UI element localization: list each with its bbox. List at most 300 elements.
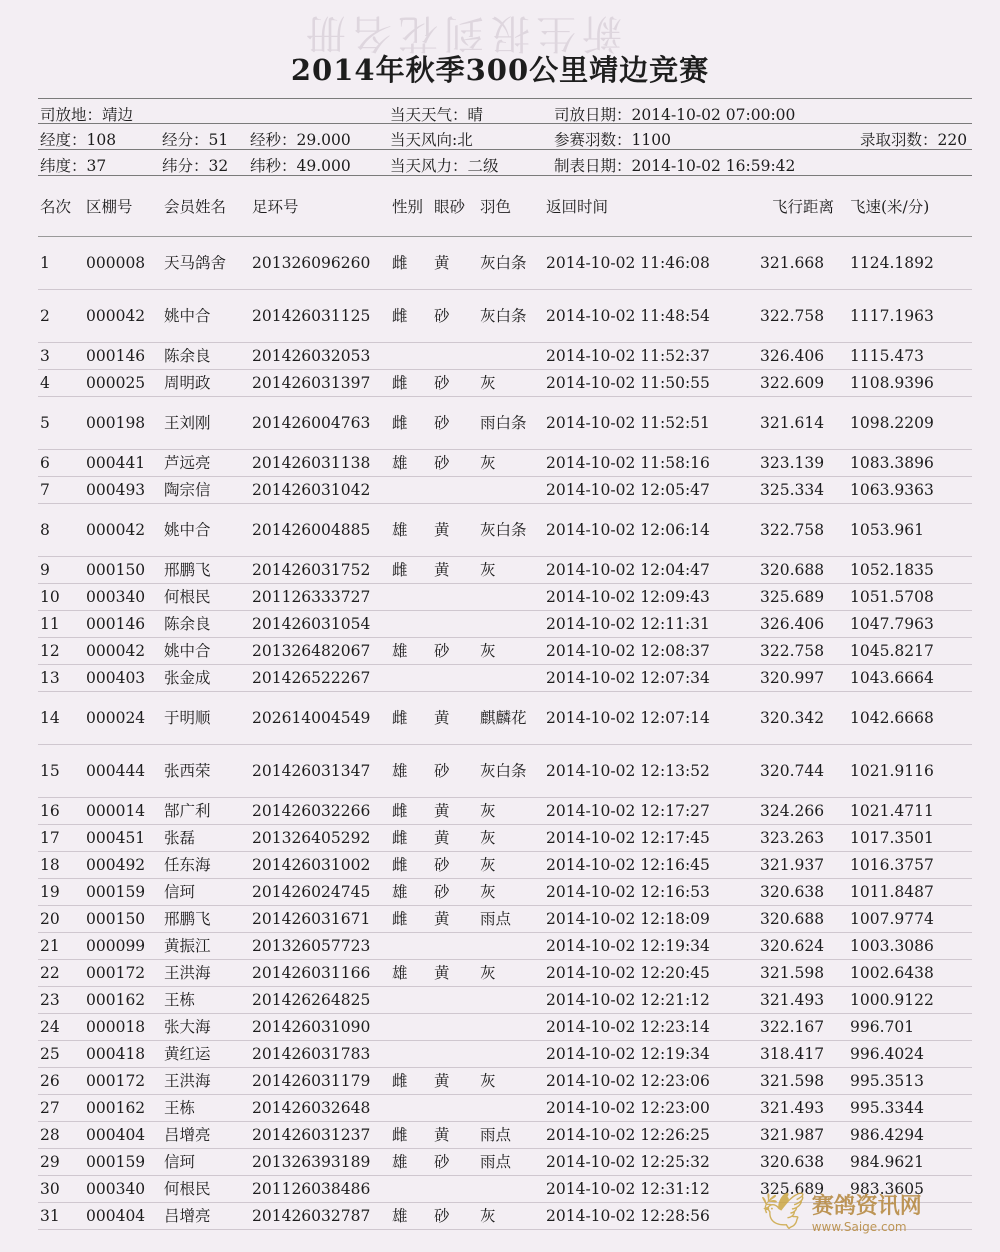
table-row xyxy=(38,1067,972,1094)
table-row xyxy=(38,476,972,503)
table-row xyxy=(38,1040,972,1067)
table-row xyxy=(38,236,972,289)
cell-rank: 1 xyxy=(38,236,84,289)
cell-return-time: 2014-10-02 12:08:37 xyxy=(544,637,758,664)
cell-ring-number: 201426032053 xyxy=(250,342,390,369)
cell-feather-color: 灰 xyxy=(478,637,544,664)
table-row xyxy=(38,824,972,851)
cell-distance: 321.598 xyxy=(758,959,848,986)
table-row xyxy=(38,744,972,797)
cell-speed: 1017.3501 xyxy=(848,824,972,851)
cell-eye: 砂 xyxy=(432,369,478,396)
cell-speed: 1115.473 xyxy=(848,342,972,369)
longitude-seconds: 经秒：29.000 xyxy=(250,131,351,149)
cell-loft: 000159 xyxy=(84,1148,162,1175)
cell-rank: 11 xyxy=(38,610,84,637)
cell-member-name: 王刘刚 xyxy=(162,396,250,449)
cell-speed: 984.9621 xyxy=(848,1148,972,1175)
cell-return-time: 2014-10-02 12:16:45 xyxy=(544,851,758,878)
meta-row-1 xyxy=(38,98,972,124)
cell-rank: 24 xyxy=(38,1013,84,1040)
cell-eye: 砂 xyxy=(432,744,478,797)
table-row xyxy=(38,851,972,878)
cell-feather-color: 麒麟花 xyxy=(478,691,544,744)
cell-distance: 320.688 xyxy=(758,556,848,583)
header-sex: 性别 xyxy=(390,178,432,236)
cell-loft: 000024 xyxy=(84,691,162,744)
cell-eye xyxy=(432,986,478,1013)
latitude-seconds: 纬秒：49.000 xyxy=(250,157,351,175)
table-row xyxy=(38,1148,972,1175)
cell-eye: 砂 xyxy=(432,637,478,664)
cell-rank: 8 xyxy=(38,503,84,556)
cell-sex: 雌 xyxy=(390,1121,432,1148)
cell-ring-number: 201426522267 xyxy=(250,664,390,691)
cell-member-name: 张磊 xyxy=(162,824,250,851)
cell-eye: 黄 xyxy=(432,824,478,851)
cell-sex: 雌 xyxy=(390,905,432,932)
cell-eye xyxy=(432,1094,478,1121)
table-row xyxy=(38,637,972,664)
results-table xyxy=(38,178,972,1230)
cell-ring-number: 201426031671 xyxy=(250,905,390,932)
cell-rank: 16 xyxy=(38,797,84,824)
cell-loft: 000099 xyxy=(84,932,162,959)
cell-member-name: 郜广利 xyxy=(162,797,250,824)
cell-rank: 28 xyxy=(38,1121,84,1148)
cell-member-name: 黄振江 xyxy=(162,932,250,959)
cell-loft: 000172 xyxy=(84,959,162,986)
prize-count: 录取羽数：220 xyxy=(860,131,968,149)
meta-row-2 xyxy=(38,124,972,150)
longitude: 经度：108 xyxy=(40,131,117,149)
cell-rank: 18 xyxy=(38,851,84,878)
latitude: 纬度：37 xyxy=(40,157,107,175)
cell-speed: 995.3513 xyxy=(848,1067,972,1094)
cell-feather-color xyxy=(478,932,544,959)
cell-speed: 983.3605 xyxy=(848,1175,972,1202)
cell-distance: 320.342 xyxy=(758,691,848,744)
cell-eye xyxy=(432,610,478,637)
cell-loft: 000150 xyxy=(84,556,162,583)
cell-speed: 1098.2209 xyxy=(848,396,972,449)
cell-eye xyxy=(432,1013,478,1040)
cell-feather-color: 灰 xyxy=(478,369,544,396)
cell-distance: 322.758 xyxy=(758,503,848,556)
cell-speed: 1021.4711 xyxy=(848,797,972,824)
cell-loft: 000008 xyxy=(84,236,162,289)
cell-eye: 黄 xyxy=(432,556,478,583)
cell-feather-color: 灰 xyxy=(478,959,544,986)
header-speed: 飞速(米/分) xyxy=(848,178,972,236)
header-member: 会员姓名 xyxy=(162,178,250,236)
cell-distance: 323.263 xyxy=(758,824,848,851)
cell-feather-color: 雨点 xyxy=(478,905,544,932)
cell-return-time: 2014-10-02 12:13:52 xyxy=(544,744,758,797)
cell-loft: 000014 xyxy=(84,797,162,824)
table-row xyxy=(38,905,972,932)
cell-member-name: 姚中合 xyxy=(162,503,250,556)
cell-rank: 7 xyxy=(38,476,84,503)
cell-loft: 000162 xyxy=(84,986,162,1013)
cell-return-time: 2014-10-02 12:21:12 xyxy=(544,986,758,1013)
table-row xyxy=(38,610,972,637)
cell-eye: 砂 xyxy=(432,851,478,878)
ghost-print-through: 新生报到花名册 xyxy=(300,10,622,56)
table-row xyxy=(38,664,972,691)
cell-ring-number: 201126038486 xyxy=(250,1175,390,1202)
cell-loft: 000340 xyxy=(84,583,162,610)
cell-member-name: 任东海 xyxy=(162,851,250,878)
cell-distance: 321.937 xyxy=(758,851,848,878)
table-header-row xyxy=(38,178,972,236)
cell-member-name: 姚中合 xyxy=(162,289,250,342)
cell-return-time: 2014-10-02 12:19:34 xyxy=(544,1040,758,1067)
cell-return-time: 2014-10-02 12:09:43 xyxy=(544,583,758,610)
cell-distance: 321.598 xyxy=(758,1067,848,1094)
header-rank: 名次 xyxy=(38,178,84,236)
cell-eye: 黄 xyxy=(432,691,478,744)
cell-sex: 雌 xyxy=(390,556,432,583)
cell-rank: 20 xyxy=(38,905,84,932)
cell-sex: 雌 xyxy=(390,1067,432,1094)
table-row xyxy=(38,342,972,369)
cell-feather-color: 灰 xyxy=(478,449,544,476)
cell-sex xyxy=(390,610,432,637)
cell-speed: 1053.961 xyxy=(848,503,972,556)
cell-ring-number: 201326096260 xyxy=(250,236,390,289)
cell-loft: 000172 xyxy=(84,1067,162,1094)
cell-feather-color: 灰 xyxy=(478,1202,544,1229)
cell-ring-number: 201326405292 xyxy=(250,824,390,851)
cell-ring-number: 201426264825 xyxy=(250,986,390,1013)
cell-return-time: 2014-10-02 11:50:55 xyxy=(544,369,758,396)
cell-speed: 996.701 xyxy=(848,1013,972,1040)
cell-ring-number: 201426031237 xyxy=(250,1121,390,1148)
results-body xyxy=(38,236,972,1229)
cell-member-name: 于明顺 xyxy=(162,691,250,744)
cell-ring-number: 201426031166 xyxy=(250,959,390,986)
cell-return-time: 2014-10-02 12:19:34 xyxy=(544,932,758,959)
table-row xyxy=(38,583,972,610)
cell-member-name: 何根民 xyxy=(162,583,250,610)
pigeon-logo-icon: 🕊 xyxy=(760,1191,806,1232)
cell-eye: 砂 xyxy=(432,396,478,449)
cell-sex xyxy=(390,932,432,959)
cell-distance: 320.744 xyxy=(758,744,848,797)
cell-distance: 325.689 xyxy=(758,583,848,610)
cell-loft: 000042 xyxy=(84,503,162,556)
cell-speed: 1117.1963 xyxy=(848,289,972,342)
cell-feather-color: 灰 xyxy=(478,851,544,878)
table-row xyxy=(38,1013,972,1040)
cell-sex: 雌 xyxy=(390,369,432,396)
cell-distance: 325.334 xyxy=(758,476,848,503)
cell-member-name: 信珂 xyxy=(162,878,250,905)
cell-loft: 000018 xyxy=(84,1013,162,1040)
cell-ring-number: 201426004763 xyxy=(250,396,390,449)
cell-rank: 9 xyxy=(38,556,84,583)
cell-rank: 2 xyxy=(38,289,84,342)
cell-eye xyxy=(432,583,478,610)
cell-feather-color: 灰 xyxy=(478,797,544,824)
cell-return-time: 2014-10-02 11:52:51 xyxy=(544,396,758,449)
cell-ring-number: 201426024745 xyxy=(250,878,390,905)
cell-sex: 雄 xyxy=(390,744,432,797)
cell-ring-number: 201426031783 xyxy=(250,1040,390,1067)
cell-ring-number: 201426031054 xyxy=(250,610,390,637)
cell-return-time: 2014-10-02 12:05:47 xyxy=(544,476,758,503)
cell-speed: 1051.5708 xyxy=(848,583,972,610)
cell-member-name: 信珂 xyxy=(162,1148,250,1175)
cell-eye xyxy=(432,342,478,369)
cell-return-time: 2014-10-02 11:58:16 xyxy=(544,449,758,476)
cell-return-time: 2014-10-02 11:52:37 xyxy=(544,342,758,369)
cell-ring-number: 201326057723 xyxy=(250,932,390,959)
cell-eye xyxy=(432,932,478,959)
page-title: 2014年秋季300公里靖边竞赛 xyxy=(290,53,710,87)
cell-feather-color: 灰白条 xyxy=(478,744,544,797)
cell-rank: 29 xyxy=(38,1148,84,1175)
cell-distance: 323.139 xyxy=(758,449,848,476)
table-row xyxy=(38,797,972,824)
cell-eye: 黄 xyxy=(432,1067,478,1094)
cell-ring-number: 201426031138 xyxy=(250,449,390,476)
cell-eye: 砂 xyxy=(432,1202,478,1229)
cell-return-time: 2014-10-02 11:48:54 xyxy=(544,289,758,342)
cell-feather-color: 灰 xyxy=(478,1067,544,1094)
cell-feather-color: 灰白条 xyxy=(478,236,544,289)
cell-speed: 1021.9116 xyxy=(848,744,972,797)
cell-member-name: 黄红运 xyxy=(162,1040,250,1067)
cell-distance: 322.609 xyxy=(758,369,848,396)
cell-sex: 雌 xyxy=(390,797,432,824)
cell-loft: 000444 xyxy=(84,744,162,797)
cell-ring-number: 201326393189 xyxy=(250,1148,390,1175)
cell-sex xyxy=(390,1175,432,1202)
cell-return-time: 2014-10-02 12:07:34 xyxy=(544,664,758,691)
cell-return-time: 2014-10-02 12:16:53 xyxy=(544,878,758,905)
cell-ring-number: 201426031125 xyxy=(250,289,390,342)
cell-speed: 1052.1835 xyxy=(848,556,972,583)
cell-sex xyxy=(390,664,432,691)
cell-sex: 雌 xyxy=(390,236,432,289)
cell-eye: 砂 xyxy=(432,289,478,342)
table-row xyxy=(38,932,972,959)
cell-sex: 雄 xyxy=(390,878,432,905)
cell-loft: 000146 xyxy=(84,610,162,637)
cell-loft: 000403 xyxy=(84,664,162,691)
cell-distance: 320.688 xyxy=(758,905,848,932)
cell-speed: 1047.7963 xyxy=(848,610,972,637)
header-loft: 区棚号 xyxy=(84,178,162,236)
cell-sex xyxy=(390,342,432,369)
cell-rank: 12 xyxy=(38,637,84,664)
cell-speed: 1002.6438 xyxy=(848,959,972,986)
longitude-minutes: 经分：51 xyxy=(162,131,229,149)
cell-loft: 000025 xyxy=(84,369,162,396)
cell-rank: 10 xyxy=(38,583,84,610)
cell-return-time: 2014-10-02 12:31:12 xyxy=(544,1175,758,1202)
cell-feather-color xyxy=(478,1040,544,1067)
table-date: 制表日期：2014-10-02 16:59:42 xyxy=(554,157,796,175)
cell-loft: 000042 xyxy=(84,637,162,664)
cell-feather-color: 灰 xyxy=(478,824,544,851)
cell-distance: 326.406 xyxy=(758,342,848,369)
cell-loft: 000042 xyxy=(84,289,162,342)
cell-return-time: 2014-10-02 12:06:14 xyxy=(544,503,758,556)
wind-direction: 当天风向:北 xyxy=(390,131,473,149)
cell-distance: 320.997 xyxy=(758,664,848,691)
cell-sex xyxy=(390,476,432,503)
cell-loft: 000451 xyxy=(84,824,162,851)
cell-distance: 321.493 xyxy=(758,1094,848,1121)
cell-speed: 986.4294 xyxy=(848,1121,972,1148)
cell-feather-color xyxy=(478,610,544,637)
cell-sex: 雌 xyxy=(390,396,432,449)
cell-member-name: 王栋 xyxy=(162,986,250,1013)
cell-eye xyxy=(432,1040,478,1067)
table-row xyxy=(38,986,972,1013)
cell-sex xyxy=(390,1040,432,1067)
cell-return-time: 2014-10-02 12:26:25 xyxy=(544,1121,758,1148)
wind-force: 当天风力：二级 xyxy=(390,157,499,175)
cell-feather-color: 灰白条 xyxy=(478,503,544,556)
cell-eye: 黄 xyxy=(432,797,478,824)
watermark-text: 赛鸽资讯网 xyxy=(811,1193,922,1219)
cell-member-name: 张大海 xyxy=(162,1013,250,1040)
cell-eye: 砂 xyxy=(432,1148,478,1175)
cell-feather-color: 灰白条 xyxy=(478,289,544,342)
cell-eye: 砂 xyxy=(432,878,478,905)
cell-ring-number: 201426031397 xyxy=(250,369,390,396)
cell-feather-color: 雨点 xyxy=(478,1121,544,1148)
cell-sex: 雄 xyxy=(390,503,432,556)
cell-rank: 22 xyxy=(38,959,84,986)
table-row xyxy=(38,691,972,744)
cell-speed: 995.3344 xyxy=(848,1094,972,1121)
cell-member-name: 姚中合 xyxy=(162,637,250,664)
cell-loft: 000493 xyxy=(84,476,162,503)
cell-member-name: 陶宗信 xyxy=(162,476,250,503)
cell-distance: 325.689 xyxy=(758,1175,848,1202)
cell-ring-number: 201426031090 xyxy=(250,1013,390,1040)
cell-rank: 14 xyxy=(38,691,84,744)
cell-rank: 3 xyxy=(38,342,84,369)
watermark-url: www.Saige.com xyxy=(811,1219,907,1234)
cell-eye: 黄 xyxy=(432,905,478,932)
cell-loft: 000198 xyxy=(84,396,162,449)
cell-sex xyxy=(390,986,432,1013)
cell-speed: 1083.3896 xyxy=(848,449,972,476)
cell-speed: 1063.9363 xyxy=(848,476,972,503)
cell-rank: 26 xyxy=(38,1067,84,1094)
cell-speed: 1003.3086 xyxy=(848,932,972,959)
cell-eye: 黄 xyxy=(432,236,478,289)
cell-rank: 6 xyxy=(38,449,84,476)
cell-rank: 13 xyxy=(38,664,84,691)
cell-member-name: 王洪海 xyxy=(162,1067,250,1094)
cell-member-name: 吕增亮 xyxy=(162,1121,250,1148)
cell-sex: 雌 xyxy=(390,691,432,744)
cell-rank: 23 xyxy=(38,986,84,1013)
cell-member-name: 何根民 xyxy=(162,1175,250,1202)
cell-speed: 996.4024 xyxy=(848,1040,972,1067)
cell-ring-number: 201426031347 xyxy=(250,744,390,797)
cell-member-name: 王栋 xyxy=(162,1094,250,1121)
cell-return-time: 2014-10-02 12:11:31 xyxy=(544,610,758,637)
cell-distance: 326.406 xyxy=(758,610,848,637)
cell-distance: 321.668 xyxy=(758,236,848,289)
cell-ring-number: 201426031752 xyxy=(250,556,390,583)
cell-member-name: 王洪海 xyxy=(162,959,250,986)
cell-distance: 321.493 xyxy=(758,986,848,1013)
cell-distance: 318.417 xyxy=(758,1040,848,1067)
header-eye: 眼砂 xyxy=(432,178,478,236)
cell-return-time: 2014-10-02 12:20:45 xyxy=(544,959,758,986)
cell-speed: 1011.8487 xyxy=(848,878,972,905)
cell-eye: 砂 xyxy=(432,449,478,476)
cell-distance: 324.266 xyxy=(758,797,848,824)
cell-feather-color xyxy=(478,986,544,1013)
cell-return-time: 2014-10-02 12:17:45 xyxy=(544,824,758,851)
cell-loft: 000404 xyxy=(84,1202,162,1229)
cell-rank: 21 xyxy=(38,932,84,959)
cell-sex xyxy=(390,583,432,610)
cell-feather-color: 灰 xyxy=(478,878,544,905)
table-row xyxy=(38,449,972,476)
cell-member-name: 张金成 xyxy=(162,664,250,691)
cell-speed: 1007.9774 xyxy=(848,905,972,932)
header-return-time: 返回时间 xyxy=(544,178,758,236)
table-row xyxy=(38,369,972,396)
cell-rank: 27 xyxy=(38,1094,84,1121)
cell-sex xyxy=(390,1013,432,1040)
cell-return-time: 2014-10-02 12:25:32 xyxy=(544,1148,758,1175)
release-place: 司放地：靖边 xyxy=(40,106,134,124)
cell-rank: 17 xyxy=(38,824,84,851)
cell-ring-number: 201426032787 xyxy=(250,1202,390,1229)
cell-rank: 4 xyxy=(38,369,84,396)
cell-eye: 黄 xyxy=(432,503,478,556)
cell-distance: 320.638 xyxy=(758,878,848,905)
cell-loft: 000492 xyxy=(84,851,162,878)
table-row xyxy=(38,556,972,583)
cell-feather-color xyxy=(478,342,544,369)
table-row xyxy=(38,1094,972,1121)
cell-return-time: 2014-10-02 12:17:27 xyxy=(544,797,758,824)
cell-speed: 1043.6664 xyxy=(848,664,972,691)
cell-loft: 000418 xyxy=(84,1040,162,1067)
cell-member-name: 邢鹏飞 xyxy=(162,905,250,932)
cell-loft: 000146 xyxy=(84,342,162,369)
cell-ring-number: 201426031002 xyxy=(250,851,390,878)
cell-distance: 320.624 xyxy=(758,932,848,959)
cell-ring-number: 202614004549 xyxy=(250,691,390,744)
cell-eye xyxy=(432,476,478,503)
table-row xyxy=(38,289,972,342)
cell-sex: 雌 xyxy=(390,289,432,342)
cell-distance: 322.758 xyxy=(758,289,848,342)
cell-member-name: 陈余良 xyxy=(162,342,250,369)
cell-eye xyxy=(432,1175,478,1202)
cell-distance: 322.167 xyxy=(758,1013,848,1040)
cell-member-name: 吕增亮 xyxy=(162,1202,250,1229)
cell-ring-number: 201426031042 xyxy=(250,476,390,503)
cell-rank: 19 xyxy=(38,878,84,905)
cell-feather-color xyxy=(478,664,544,691)
cell-sex: 雌 xyxy=(390,824,432,851)
